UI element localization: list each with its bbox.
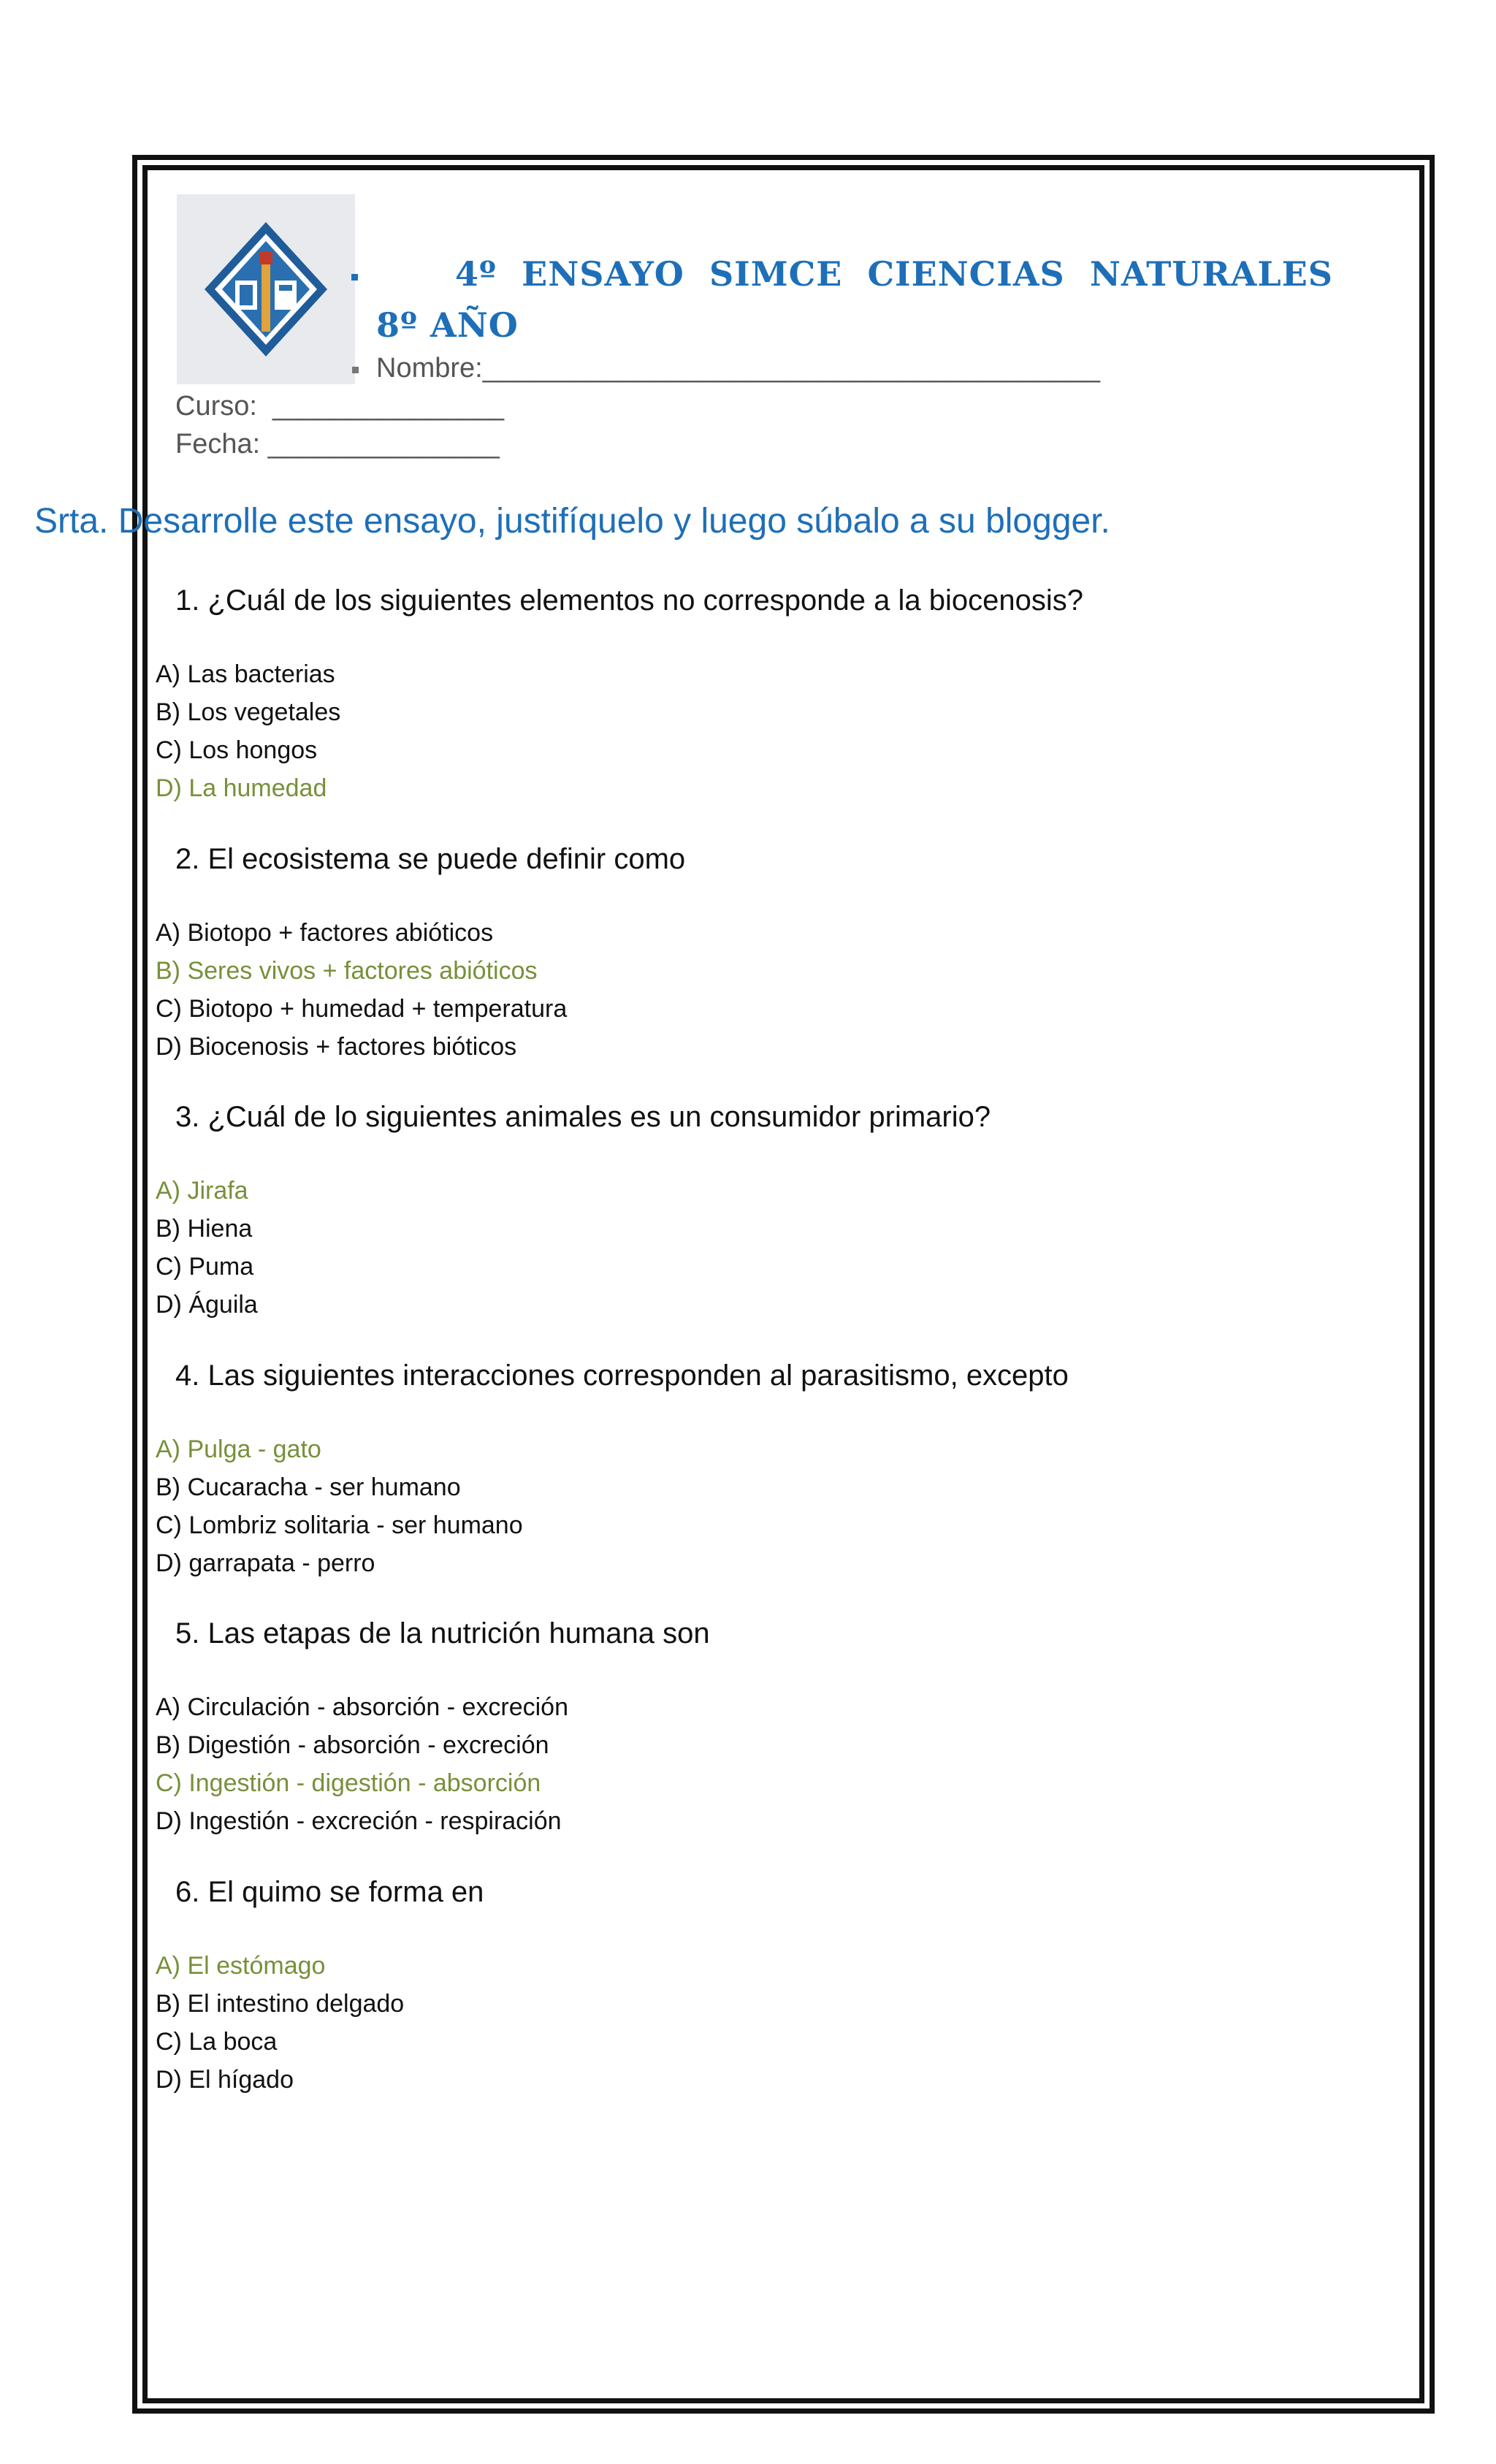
answer-option: D) garrapata - perro (156, 1549, 375, 1577)
nombre-field: Nombre:________________________________________ (376, 353, 1101, 384)
answer-option: C) Los hongos (156, 736, 318, 764)
answer-option: B) Cucaracha - ser humano (156, 1473, 461, 1501)
answer-option: B) Hiena (156, 1215, 253, 1243)
answer-option: C) Biotopo + humedad + temperatura (156, 995, 568, 1023)
document-title-text: 4º ENSAYO SIMCE CIENCIAS NATURALES 8º AÑO (376, 254, 1333, 345)
nombre-bullet-icon (352, 367, 359, 373)
answer-option: D) Ingestión - excreción - respiración (156, 1807, 562, 1835)
question-text: 2. El ecosistema se puede definir como (175, 843, 686, 875)
question-text: 6. El quimo se forma en (175, 1876, 484, 1908)
answer-option: D) Águila (156, 1291, 258, 1319)
curso-field: Curso: _______________ (175, 391, 505, 422)
answer-option: D) El hígado (156, 2066, 294, 2094)
document-title (376, 248, 1333, 351)
answer-option: A) Circulación - absorción - excreción (156, 1693, 568, 1721)
answer-option: D) Biocenosis + factores bióticos (156, 1033, 517, 1061)
answer-option: C) Lombriz solitaria - ser humano (156, 1511, 523, 1539)
instructions-text: Srta. Desarrolle este ensayo, justifíquelo y luego súbalo a su blogger. (34, 502, 1110, 541)
answer-option: A) Las bacterias (156, 660, 335, 688)
question-text: 4. Las siguientes interacciones corresponden al parasitismo, excepto (175, 1359, 1069, 1392)
correct-answer-option: D) La humedad (156, 774, 327, 802)
question-text: 1. ¿Cuál de los siguientes elementos no corresponde a la biocenosis? (175, 584, 1083, 617)
question-text: 5. Las etapas de la nutrición humana son (175, 1617, 710, 1649)
correct-answer-option: B) Seres vivos + factores abióticos (156, 957, 538, 985)
correct-answer-option: A) Pulga - gato (156, 1435, 321, 1463)
answer-option: C) La boca (156, 2028, 278, 2056)
answer-option: B) El intestino delgado (156, 1990, 405, 2018)
correct-answer-option: C) Ingestión - digestión - absorción (156, 1769, 541, 1797)
school-crest-icon (177, 194, 355, 384)
answer-option: B) Digestión - absorción - excreción (156, 1731, 549, 1759)
correct-answer-option: A) Jirafa (156, 1177, 248, 1205)
answer-option: C) Puma (156, 1253, 254, 1281)
question-text: 3. ¿Cuál de lo siguientes animales es un consumidor primario? (175, 1101, 991, 1133)
answer-option: A) Biotopo + factores abióticos (156, 919, 494, 947)
correct-answer-option: A) El estómago (156, 1952, 326, 1980)
fecha-field: Fecha: _______________ (175, 429, 500, 459)
title-bullet-icon (351, 274, 358, 281)
answer-option: B) Los vegetales (156, 698, 341, 726)
